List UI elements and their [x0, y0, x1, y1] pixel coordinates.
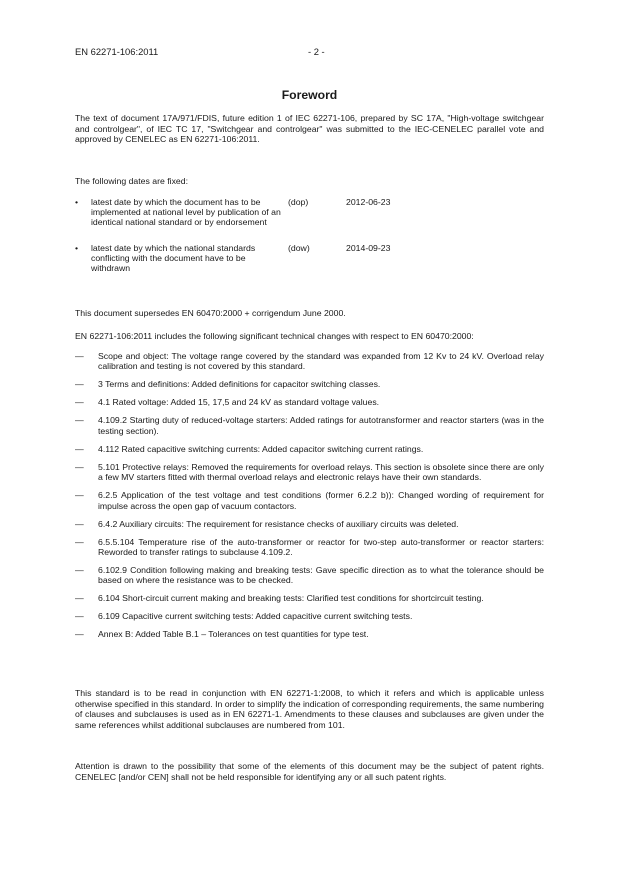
date-description: latest date by which the national standards conflicting with the document have to be withdrawn: [91, 243, 256, 274]
list-item: — 6.5.5.104 Temperature rise of the auto-transformer or reactor for two-step auto-transformer or reactor starters: Reworded to transfer ratings to subclause 4.109.2.: [75, 536, 544, 558]
list-item: — 6.109 Capacitive current switching tests: Added capacitive current switching tests.: [75, 611, 413, 622]
changes-list: [75, 351, 544, 647]
list-item: — 6.2.5 Application of the test voltage and test conditions (former 6.2.2 b)): Changed wording of requirement for impulse across the open gap of vacuum contactors.: [75, 490, 544, 511]
list-item: — 6.102.9 Condition following making and breaking tests: Gave specific direction as to what the tolerance should be based on where the resistance was to be checked.: [75, 565, 544, 586]
dash-icon: —: [75, 397, 84, 408]
dash-icon: —: [75, 629, 84, 640]
list-item: — 3 Terms and definitions: Added definitions for capacitor switching classes.: [75, 379, 381, 390]
list-item: — Scope and object: The voltage range covered by the standard was expanded from 12 Kv to 24 kV. Overload relay calibration and testing is not covered by this standard.: [75, 351, 544, 372]
list-item: — 4.1 Rated voltage: Added 15, 17,5 and 24 kV as standard voltage values.: [75, 397, 380, 408]
dash-icon: —: [75, 415, 84, 426]
bullet-icon: •: [75, 243, 79, 253]
page-title: Foreword: [281, 88, 338, 102]
intro-paragraph: The text of document 17A/971/FDIS, future edition 1 of IEC 62271-106, prepared by SC 17A, "High-voltage switchgear and controlgear", of IEC TC 17, "Switchgear and controlgear" was submitted to the IEC-CENELEC parallel vote and approved by CENELEC as EN 62271-106:2011.: [75, 113, 544, 145]
dash-icon: —: [75, 490, 84, 501]
list-item: — Annex B: Added Table B.1 – Tolerances on test quantities for type test.: [75, 629, 369, 640]
dash-icon: —: [75, 593, 84, 604]
date-value: 2014-09-23: [346, 243, 391, 253]
dash-icon: —: [75, 379, 84, 390]
dash-icon: —: [75, 351, 84, 361]
list-item: — 6.4.2 Auxiliary circuits: The requirement for resistance checks of auxiliary circuits was deleted.: [75, 518, 459, 529]
date-value: 2012-06-23: [346, 197, 391, 207]
changes-intro: EN 62271-106:2011 includes the following significant technical changes with respect to EN 60470:2000:: [75, 331, 474, 341]
document-id: EN 62271-106:2011: [75, 46, 159, 57]
date-description: latest date by which the document has to be implemented at national level by publication of an identical national standard or by endorsement: [91, 197, 281, 228]
dates-list: [75, 197, 544, 289]
list-item: — 4.112 Rated capacitive switching currents: Added capacitor switching current ratings.: [75, 443, 424, 454]
supersedes-paragraph: This document supersedes EN 60470:2000 + corrigendum June 2000.: [75, 308, 346, 318]
patent-paragraph: Attention is drawn to the possibility that some of the elements of this document may be the subject of patent rights. CENELEC [and/or CEN] shall not be held responsible for identifying any or all such patent rights.: [75, 761, 544, 782]
dash-icon: —: [75, 536, 84, 547]
dash-icon: —: [75, 443, 84, 454]
date-abbreviation: (dop): [288, 197, 309, 207]
date-abbreviation: (dow): [288, 243, 310, 253]
conjunction-paragraph: This standard is to be read in conjunction with EN 62271-1:2008, to which it refers and which is applicable unless otherwise specified in this standard. In order to simplify the indication of corresponding requirements, the same numbering of clauses and subclauses is used as in EN 62271-1. Amendments to these clauses and subclauses are given under the same references whilst additional subclauses are numbered from 101.: [75, 688, 544, 730]
dash-icon: —: [75, 461, 84, 472]
date-item-dow: [75, 243, 544, 289]
dash-icon: —: [75, 518, 84, 529]
list-item: — 5.101 Protective relays: Removed the requirements for overload relays. This section is obsolete since there are only a few MV starters fitted with thermal overload relays and electronic relays have their own standards.: [75, 461, 544, 483]
bullet-icon: •: [75, 197, 79, 207]
page-number: - 2 -: [308, 46, 325, 57]
list-item: — 6.104 Short-circuit current making and breaking tests: Clarified test conditions for shortcircuit testing.: [75, 593, 484, 604]
dash-icon: —: [75, 611, 84, 622]
dates-intro: The following dates are fixed:: [75, 176, 189, 186]
list-item: — 4.109.2 Starting duty of reduced-voltage starters: Added ratings for autotransformer and reactor starters (was in the testing section).: [75, 415, 544, 436]
date-item-dop: [75, 197, 544, 243]
dash-icon: —: [75, 565, 84, 576]
